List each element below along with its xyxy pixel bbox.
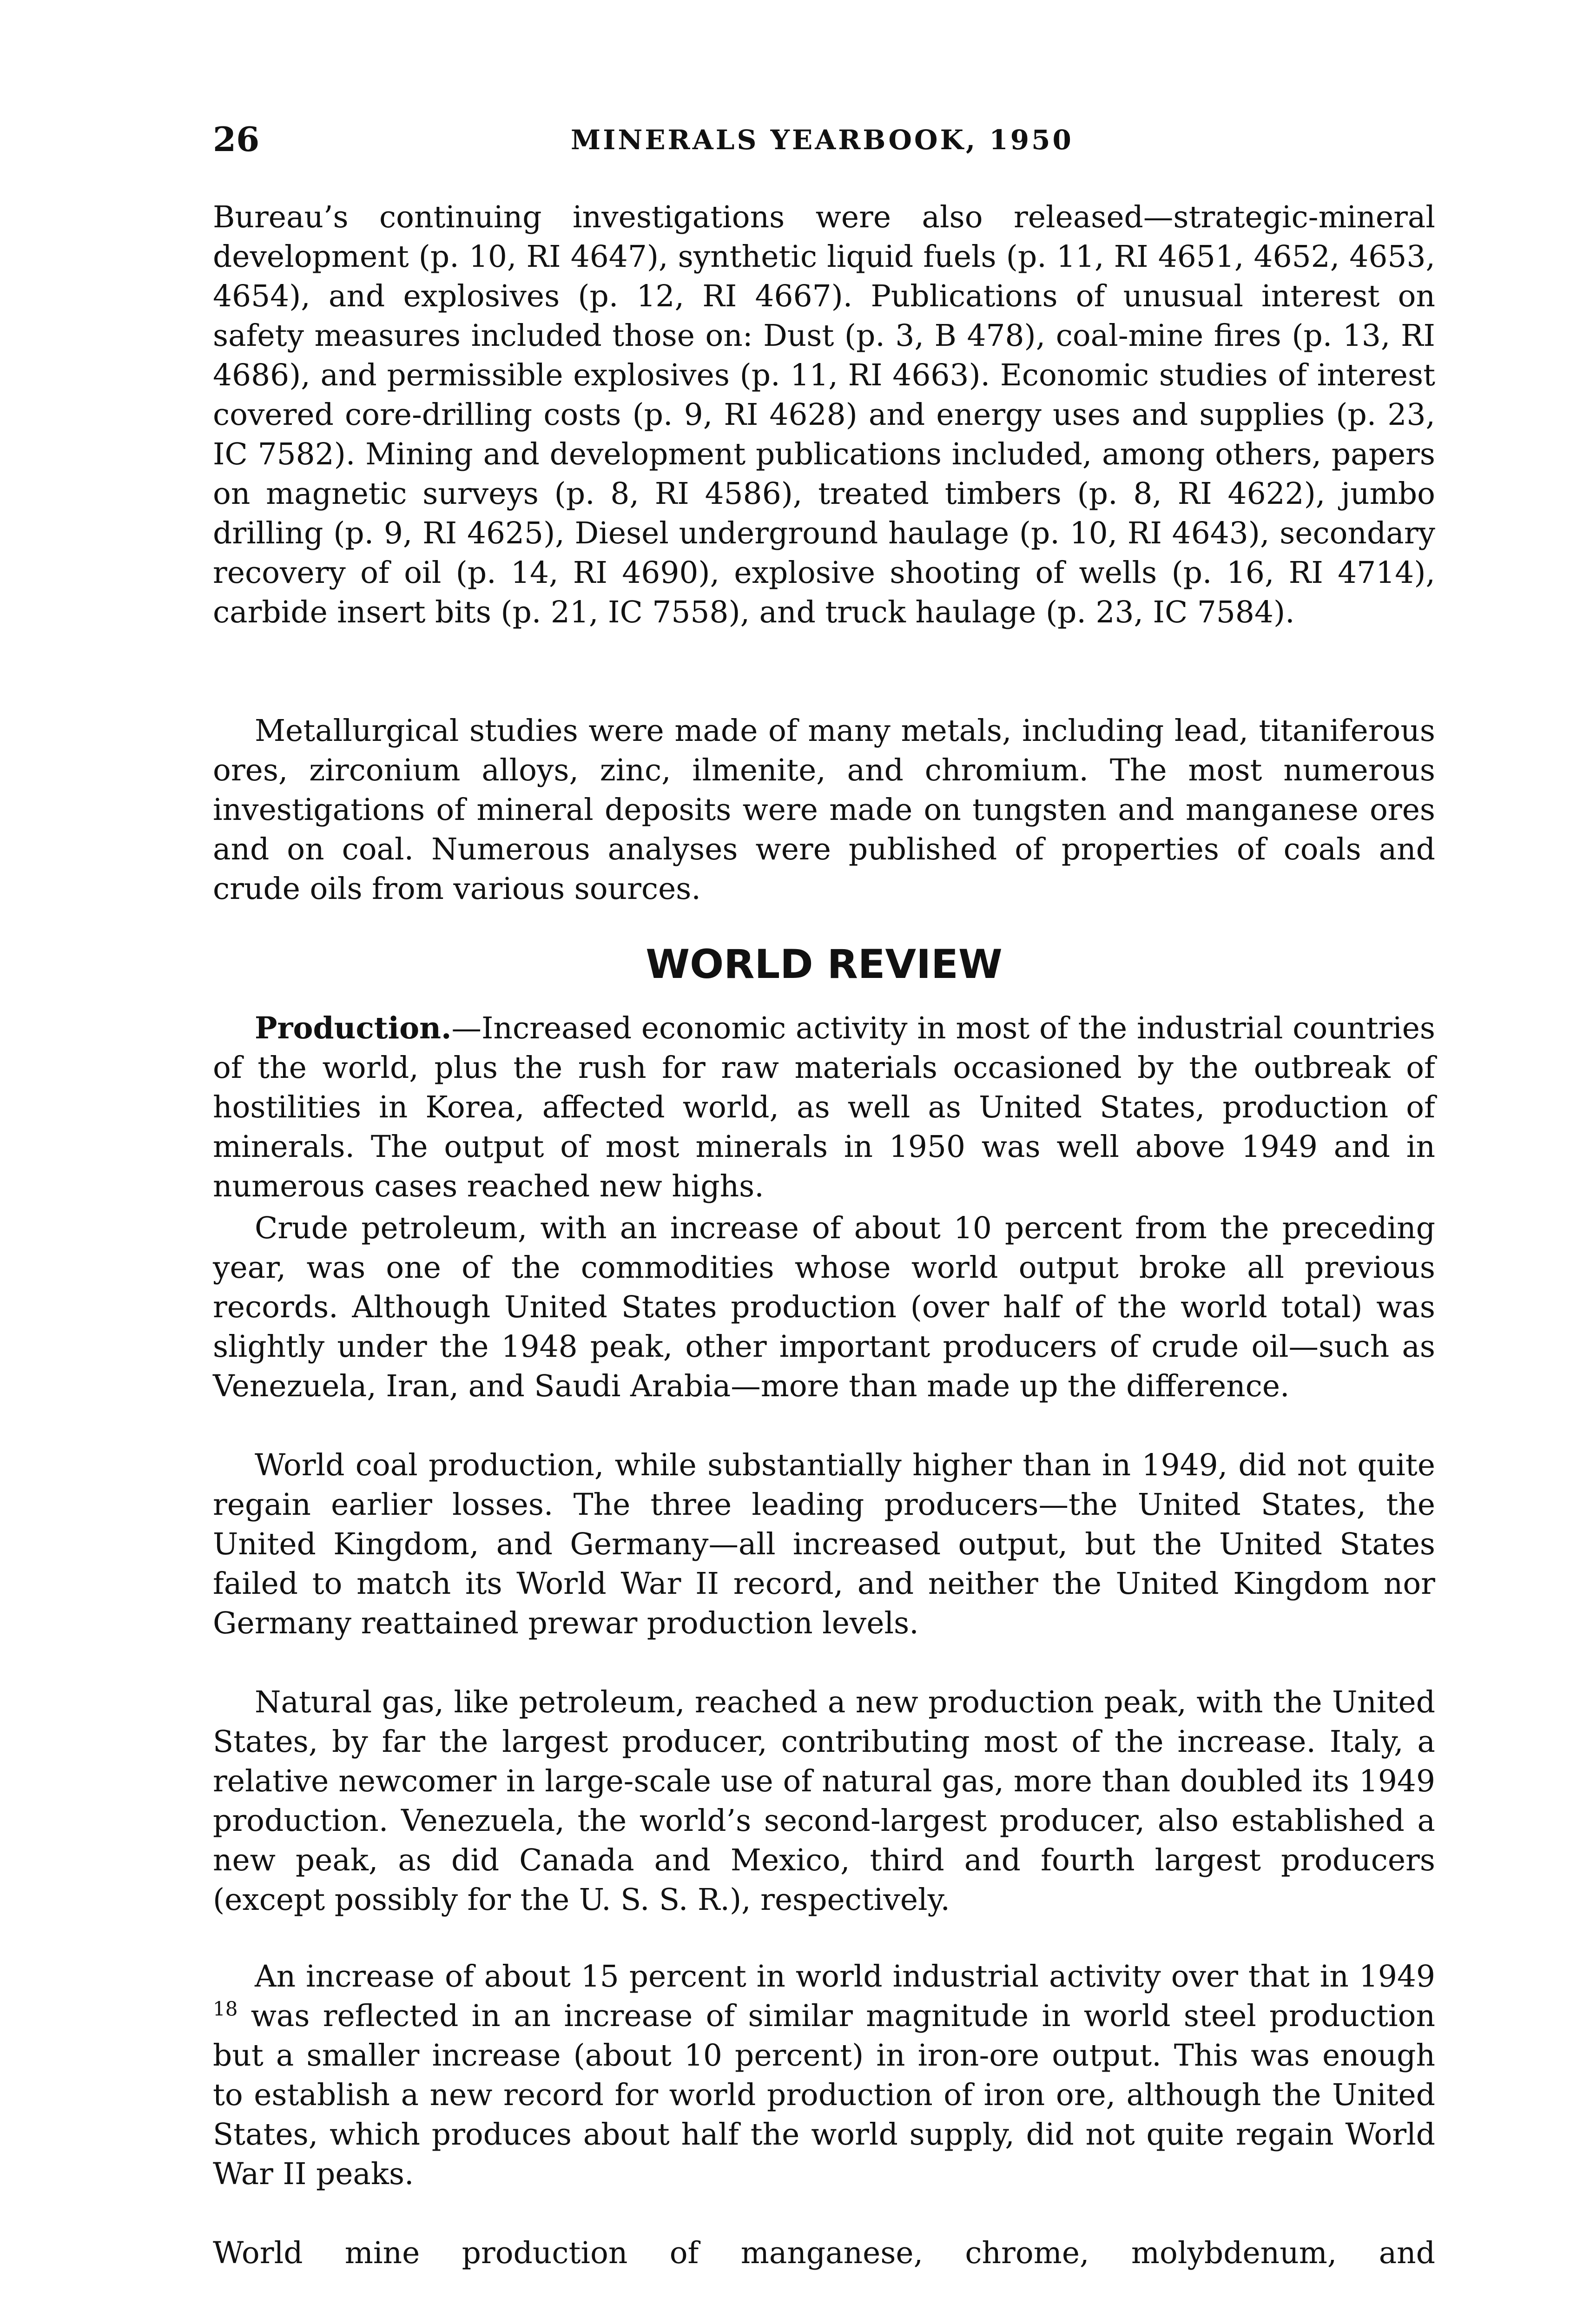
steel-paragraph-start: An increase of about 15 percent in world industrial activity over that in 1949 [255,1959,1435,1994]
running-head [213,119,1435,160]
footnote-reference-18: 18 [213,1997,238,2020]
paragraph-natural-gas: Natural gas, like petroleum, reached a new production peak, with the United States, by far the largest producer, contributing most of the increase. Italy, a relative newcomer in large-scale use of natural gas, more than doubled its 1949 production. Venezuela, the world’s second-largest producer, also established a new peak, as did Canada and Mexico, third and fourth largest producers (except possibly for the U. S. S. R.), respectively. [213,1685,1435,1917]
steel-paragraph-end: was reflected in an increase of similar magnitude in world steel production but a smaller increase (about 10 percent) in iron-ore output. This was enough to establish a new record for world production of iron ore, although the United States, which produces about half the world supply, did not quite regain World War II peaks. [213,1999,1435,2192]
paragraph-steel-iron-ore [213,1957,1435,2194]
intro-paragraph-metallurgical: Metallurgical studies were made of many metals, including lead, titaniferous ores, zirconium alloys, zinc, ilmenite, and chromium. The most numerous investigations of mineral deposits were made on tungsten and manganese ores and on coal. Numerous analyses were published of properties of coals and crude oils from various sources. [213,713,1435,906]
section-heading-world-review: WORLD REVIEW [646,941,1003,988]
intro-paragraph-publications: Bureau’s continuing investigations were also released—strategic-mineral development (p. 10, RI 4647), synthetic liquid fuels (p. 11, RI 4651, 4652, 4653, 4654), and explosives (p. 12, RI 4667). Publications of unusual interest on safety measures included those on: Dust (p. 3, B 478), coal-mine fires (p. 13, RI 4686), and permissible explosives (p. 11, RI 4663). Economic studies of interest covered core-drilling costs (p. 9, RI 4628) and energy uses and supplies (p. 23, IC 7582). Mining and development publications included, among others, papers on magnetic surveys (p. 8, RI 4586), treated timbers (p. 8, RI 4622), jumbo drilling (p. 9, RI 4625), Diesel underground haulage (p. 10, RI 4643), secondary recovery of oil (p. 14, RI 4690), explosive shooting of wells (p. 16, RI 4714), carbide insert bits (p. 21, IC 7558), and truck haulage (p. 23, IC 7584). [213,200,1435,630]
page-number: 26 [213,119,260,159]
paragraph-crude-petroleum: Crude petroleum, with an increase of about 10 percent from the preceding year, was one of the commodities whose world output broke all previous records. Although United States production (over half of the world total) was slightly under the 1948 peak, other important producers of crude oil—such as Venezuela, Iran, and Saudi Arabia—more than made up the difference. [213,1211,1435,1404]
paragraph-production [213,1009,1435,1206]
running-title: MINERALS YEARBOOK, 1950 [571,124,1074,156]
paragraph-production-text: —Increased economic activity in most of the industrial countries of the world, plus the rush for raw materials occasioned by the outbreak of hostilities in Korea, affected world, as well as United States, production of minerals. The output of most minerals in 1950 was well above 1949 and in numerous cases reached new highs. [213,1011,1435,1204]
run-in-head-production: Production. [255,1010,452,1046]
paragraph-mine-production-continued: World mine production of manganese, chrome, molybdenum, and [213,2236,1435,2271]
paragraph-world-coal: World coal production, while substantially higher than in 1949, did not quite regain earlier losses. The three leading producers—the United States, the United Kingdom, and Germany—all increased output, but the United States failed to match its World War II record, and neither the United Kingdom nor Germany reattained prewar production levels. [213,1448,1435,1641]
